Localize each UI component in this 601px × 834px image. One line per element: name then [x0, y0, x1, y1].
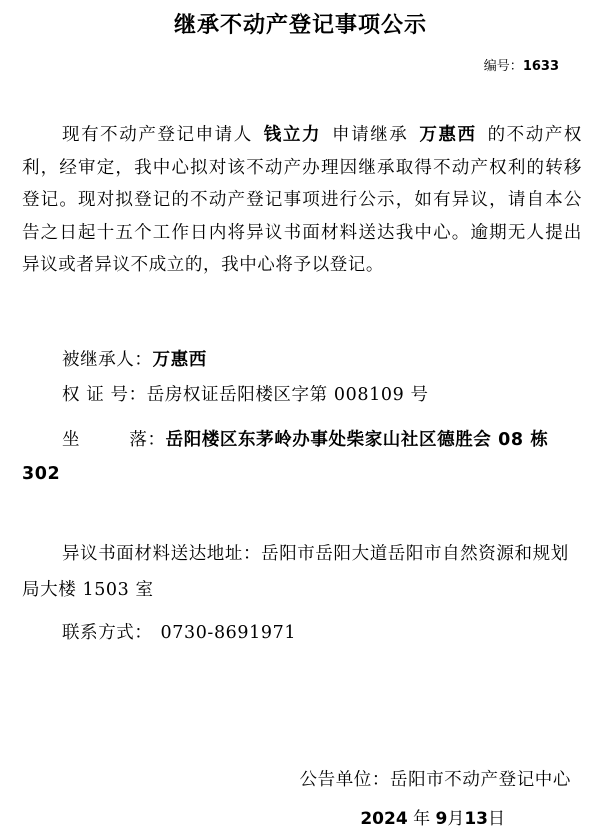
date-month: 9 — [435, 809, 448, 829]
date-month-suffix: 月 — [447, 809, 465, 829]
issuing-unit-name: 岳阳市不动产登记中心 — [390, 770, 571, 790]
notice-body — [22, 119, 582, 282]
issuing-unit-label: 公告单位： — [299, 770, 390, 790]
heir-value: 万惠西 — [152, 350, 207, 370]
objection-address-text: 异议书面材料送达地址：岳阳市岳阳大道岳阳市自然资源和规划局大楼 1503 室 — [22, 544, 569, 600]
decedent-name: 万惠西 — [418, 125, 477, 145]
date-year: 2024 — [360, 809, 408, 829]
contact-phone: 0730-8691971 — [160, 623, 297, 643]
body-inherit: 申请继承 — [331, 125, 409, 145]
heir-label: 被继承人： — [62, 350, 153, 370]
page-title: 继承不动产登记事项公示 — [173, 13, 427, 38]
serial-label: 编号： — [483, 59, 523, 74]
serial-value: 1633 — [522, 59, 559, 74]
issuing-unit — [300, 766, 572, 791]
heir-row — [62, 346, 207, 371]
issue-date — [360, 804, 505, 829]
contact-row — [62, 619, 296, 644]
certificate-row — [62, 381, 429, 406]
location-row — [22, 423, 587, 491]
certificate-value: 岳房权证岳阳楼区字第 008109 号 — [146, 385, 429, 405]
body-intro: 现有不动产登记申请人 — [62, 125, 253, 145]
contact-label: 联系方式： — [62, 623, 153, 643]
applicant-name: 钱立力 — [262, 125, 322, 145]
objection-address — [22, 536, 582, 608]
serial-number — [484, 55, 559, 74]
body-rest: 的不动产权利，经审定，我中心拟对该不动产办理因继承取得不动产权利的转移登记。现对拟登记的不动产登记事项进行公示，如有异议，请自本公告之日起十五个工作日内将异议书面材料送达我中心。逾期无人提出异议或者异议不成立的，我中心将予以登记。 — [22, 125, 582, 275]
location-value: 岳阳楼区东茅岭办事处柴家山社区德胜会 08 栋 302 — [22, 430, 549, 484]
certificate-label: 权 证 号： — [62, 385, 147, 405]
date-day: 13 — [464, 809, 488, 829]
date-year-suffix: 年 — [413, 809, 431, 829]
location-label: 坐 落： — [62, 430, 166, 450]
date-day-suffix: 日 — [488, 809, 505, 829]
